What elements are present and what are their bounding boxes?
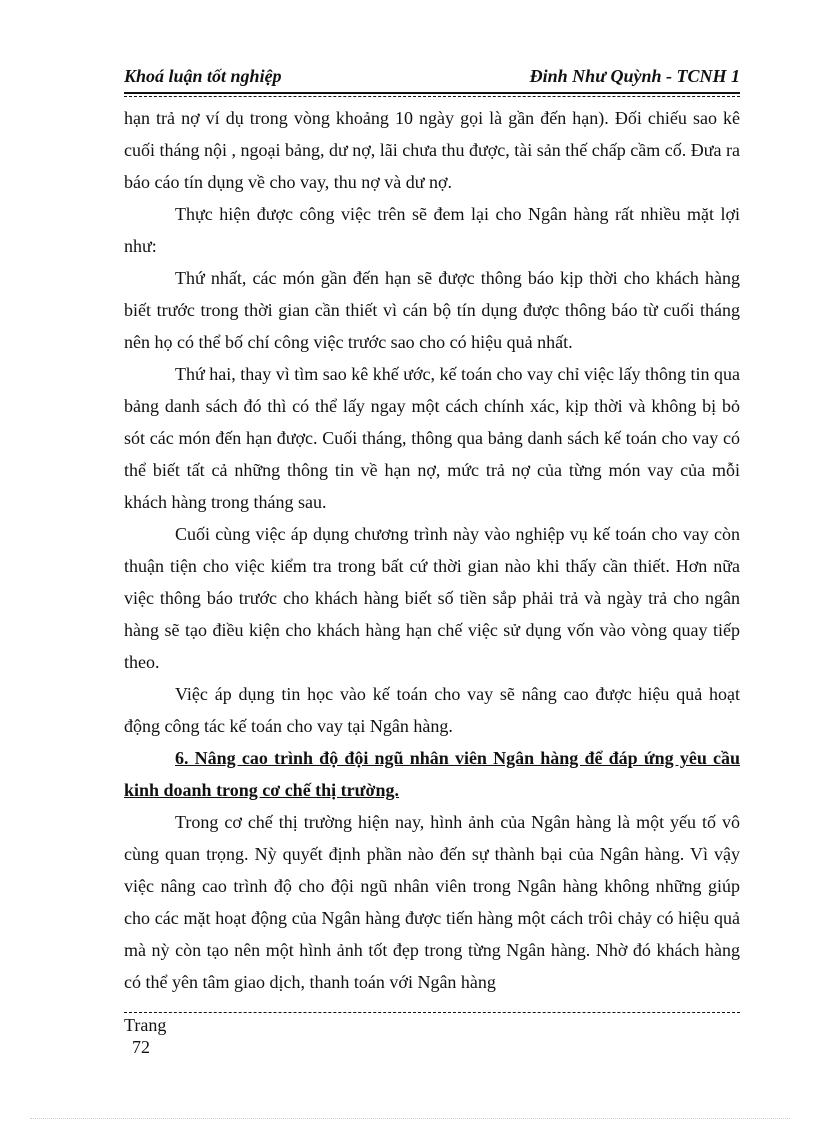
- thesis-title: Khoá luận tốt nghiệp: [124, 66, 282, 86]
- page-number: 72: [132, 1037, 150, 1057]
- paragraph: Trong cơ chế thị trường hiện nay, hình ảnh của Ngân hàng là một yếu tố vô cùng quan trọng. Nỳ quyết định phần nào đến sự thành bại của Ngân hàng. Vì vậy việc nâng cao trình độ cho đội ngũ nhân viên trong Ngân hàng không những giúp cho các mặt hoạt động của Ngân hàng được tiến hàng một cách trôi chảy có hiệu quả mà nỳ còn tạo nên một hình ảnh tốt đẹp trong từng Ngân hàng. Nhờ đó khách hàng có thể yên tâm giao dịch, thanh toán với Ngân hàng: [124, 812, 740, 992]
- page-bottom-border: [30, 1118, 790, 1119]
- section-heading: 6. Nâng cao trình độ đội ngũ nhân viên Ngân hàng để đáp ứng yêu cầu kinh doanh trong cơ chế thị trường.: [124, 748, 740, 800]
- page-label: Trang: [124, 1015, 167, 1035]
- page-footer: [124, 1014, 166, 1058]
- header-divider: [124, 92, 740, 97]
- paragraph: Thứ hai, thay vì tìm sao kê khế ước, kế toán cho vay chỉ việc lấy thông tin qua bảng danh sách đó thì có thể lấy ngay một cách chính xác, kịp thời và không bị bỏ sót các món đến hạn được. Cuối tháng, thông qua bảng danh sách kế toán cho vay có thể biết tất cả những thông tin về hạn nợ, mức trả nợ của từng món vay của mỗi khách hàng trong tháng sau.: [124, 364, 740, 512]
- paragraph: Thứ nhất, các món gần đến hạn sẽ được thông báo kịp thời cho khách hàng biết trước trong thời gian cần thiết vì cán bộ tín dụng được thông báo từ cuối tháng nên họ có thể bố chí công việc trước sao cho có hiệu quả nhất.: [124, 268, 740, 352]
- paragraph: hạn trả nợ ví dụ trong vòng khoảng 10 ngày gọi là gần đến hạn). Đối chiếu sao kê cuối tháng nội , ngoại bảng, dư nợ, lãi chưa thu được, tài sản thế chấp cầm cố. Đưa ra báo cáo tín dụng về cho vay, thu nợ và dư nợ.: [124, 108, 740, 192]
- paragraph: Cuối cùng việc áp dụng chương trình này vào nghiệp vụ kế toán cho vay còn thuận tiện cho việc kiểm tra trong bất cứ thời gian nào khi thấy cần thiết. Hơn nữa việc thông báo trước cho khách hàng biết số tiền sắp phải trả và ngày trả cho ngân hàng sẽ tạo điều kiện cho khách hàng hạn chế việc sử dụng vốn vào vòng quay tiếp theo.: [124, 524, 740, 672]
- paragraph: Thực hiện được công việc trên sẽ đem lại cho Ngân hàng rất nhiều mặt lợi như:: [124, 204, 740, 256]
- author-name: Đinh Như Quỳnh - TCNH 1: [529, 66, 740, 86]
- page-body: [124, 102, 740, 998]
- page-header: [124, 66, 740, 92]
- footer-divider: [124, 1012, 740, 1013]
- paragraph: Việc áp dụng tin học vào kế toán cho vay sẽ nâng cao được hiệu quả hoạt động công tác kế toán cho vay tại Ngân hàng.: [124, 684, 740, 736]
